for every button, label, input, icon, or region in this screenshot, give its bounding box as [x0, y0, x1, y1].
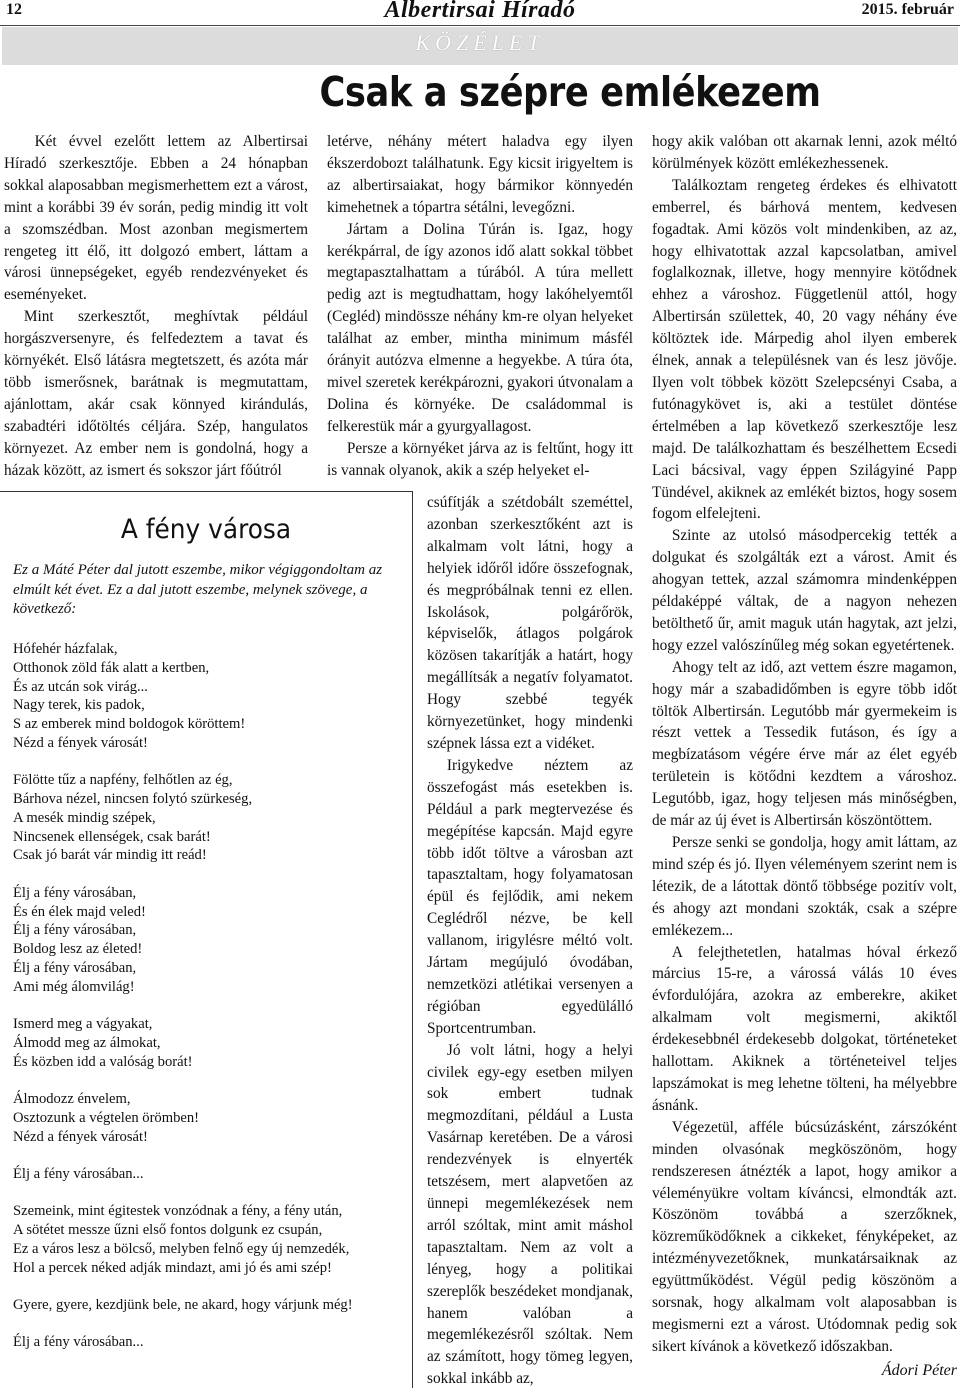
paragraph: Mint szerkesztőt, meghívtak például horgászversenyre, és felfedeztem a tavat és környékét. Első látásra megtetszett, és azóta már több ismerősnek, barátnak is megmutattam, ajánlottam, akár csak könnyed kirándulás, szabadtéri időtöltés céljára. Szép, hangulatos környezet. Az ember nem is gondolná, hogy a házak között, az ismert és sokszor járt főútról	[4, 308, 308, 479]
lyric-line: Élj a fény városában,	[13, 959, 137, 976]
lyric-line: És én élek majd veled!	[13, 903, 146, 920]
lyric-line: Élj a fény városában...	[13, 1334, 144, 1351]
header-rule	[0, 25, 960, 26]
stanza	[13, 1202, 409, 1277]
sidebar-box	[0, 491, 413, 1388]
lyric-line: Bárhova nézel, nincsen folytó szürkeség,	[13, 791, 253, 808]
issue-date: 2015. február	[861, 1, 954, 18]
masthead: Albertirsai Híradó	[384, 0, 576, 23]
paragraph: hogy akik valóban ott akarnak lenni, azok méltó körülmények között emlékezhessenek.	[652, 133, 957, 172]
lyric-line: És az utcán sok virág...	[13, 678, 148, 695]
lyric-line: Otthonok zöld fák alatt a kertben,	[13, 659, 210, 676]
lyric-line: Nézd a fények városát!	[13, 1128, 148, 1145]
lyric-line: S az emberek mind boldogok köröttem!	[13, 716, 246, 733]
paragraph: Ahogy telt az idő, azt vettem észre magamon, hogy már a szabadidőmben is egyre több időt töltök Albertirsán. Legutóbb már gyermekeim is részt vettek a Tessedik futáson, és így a megbízatásom végére érve már az élet egyéb területein is kötődni kezdtem a városhoz. Legutóbb, igaz, hogy teljesen más minőségben, de már az új évet is Albertirsán köszöntöttem.	[652, 658, 957, 830]
lyric-line: Álmodd meg az álmokat,	[13, 1034, 161, 1051]
paragraph: Két évvel ezelőtt lettem az Albertirsai Híradó szerkesztője. Ebben a 24 hónapban sokkal alaposabban megismerhettem ezt a várost, mint a korábbi 39 év során, pedig mindig itt volt a szomszédban. Most azonban megismertem rengeteg itt élő, itt dolgozó embert, láttam a városi ünnepségeket, egyéb rendezvényeket és eseményeket.	[4, 133, 308, 304]
paragraph: A felejthetetlen, hatalmas hóval érkező március 15-re, a várossá válás 10 éves évfordulójára, azokra az emberekre, akiket alkalmam volt megismerni, akiktől érdekesebbnél érdekesebb dolgokat, történeteket hallottam. Akiknek a történeteivel teljes lapszámokat is meg lehetne tölteni, ha mélyebbre ásnánk.	[652, 943, 957, 1114]
lyric-line: Osztozunk a végtelen örömben!	[13, 1109, 200, 1126]
article-column-2-top	[327, 131, 633, 482]
paragraph: Szinte az utolsó másodpercekig tették a dolgukat és szolgálták ezt a várost. Amit és ahogyan tettek, azzal számomra mindenképpen példaképpé váltak, de a nagyon nehezen betölthető űr, amit maguk után hagytak, azt jelzi, hogy ezzel valószínűleg még sokan egyetértenek.	[652, 527, 957, 654]
lyric-line: Nincsenek ellenségek, csak barát!	[13, 828, 211, 845]
lyric-line: Ismerd meg a vágyakat,	[13, 1016, 153, 1033]
lyric-line: A sötétet messze űzni első fontos dolgunk ez csupán,	[13, 1221, 323, 1238]
stanza	[13, 1090, 409, 1146]
page-number: 12	[6, 1, 22, 18]
author-signature: Ádori Péter	[881, 1361, 957, 1379]
article-column-3	[652, 131, 957, 1382]
stanza	[13, 640, 409, 753]
paragraph: Persze senki se gondolja, hogy amit láttam, az mind szép és jó. Ilyen véleményem szerint nem is létezik, de a látottak döntő többsége pozitív volt, és ahogy azt mondani szokták, csak a szépre emlékezem...	[652, 834, 957, 939]
lyric-line: Élj a fény városában...	[13, 1165, 144, 1182]
stanza	[13, 1165, 409, 1184]
lyric-line: Élj a fény városában,	[13, 922, 137, 939]
lyric-line: Élj a fény városában,	[13, 884, 137, 901]
lyric-line: Boldog lesz az életed!	[13, 941, 143, 958]
paragraph: Persze a környéket járva az is feltűnt, hogy itt is vannak olyanok, akik a szép helyeket el-	[327, 439, 633, 479]
stanza	[13, 771, 409, 865]
paragraph: Végezetül, afféle búcsúzásként, zárszóként minden olvasónak megköszönöm, hogy rendszeresen átnézték a lapot, hogy amikor a véleményükre voltam kíváncsi, elmondták azt. Köszönöm továbbá a szerzőknek, közreműködőknek a cikkeket, fényképeket, az intézményvezetőknek, munkatársaiknak az együttműködést. Végül pedig köszönöm a sorsnak, hogy alkalmam volt alaposabban is megismerni ezt a várost. Utódomnak pedig sok sikert kívánok a következő időszakban.	[652, 1118, 957, 1355]
stanza	[13, 1015, 409, 1071]
lyric-line: Ez a város lesz a bölcső, melyben felnő egy új nemzedék,	[13, 1240, 350, 1257]
lyric-line: Hol a percek néked adják mindazt, ami jó és ami szép!	[13, 1259, 332, 1276]
lyric-line: Ami még álomvilág!	[13, 978, 135, 995]
article-title: Csak a szépre emlékezem	[319, 68, 821, 116]
lyric-line: Hófehér házfalak,	[13, 641, 118, 657]
lyric-line: Nézd a fények városát!	[13, 734, 148, 751]
lyric-line: És közben idd a valóság borát!	[13, 1053, 193, 1070]
section-label: KÖZÉLET	[415, 30, 545, 55]
article-column-2-bottom	[427, 492, 633, 1390]
stanza	[13, 1333, 409, 1352]
lyric-line: Álmodozz énvelem,	[13, 1090, 131, 1107]
lyric-line: Szemeink, mint égitestek vonzódnak a fény, a fény után,	[13, 1203, 343, 1220]
lyric-line: Csak jó barát vár mindig itt reád!	[13, 847, 207, 864]
lyric-line: Nagy terek, kis padok,	[13, 697, 145, 714]
article-column-1	[4, 131, 308, 482]
paragraph: Találkoztam rengeteg érdekes és elhivatott emberrel, és bárhová mentem, kedvesen fogadtak. Ami közös volt mindenkiben, az az, hogy elhivatottak azzal kapcsolatban, amivel foglalkoznak, illetve, hogy mennyire kötődnek ehhez a városhoz. Függetlenül attól, hogy Albertirsán születtek, 40, 20 vagy néhány éve költöztek ide. Márpedig ahol ilyen emberek élnek, annak a településnek van és lesz jövője. Ilyen volt többek között Szelepcsényi Csaba, a futónagykövet is, aki a testület döntése értelmében a lap következő szerkesztője lesz majd. De találkozhattam és beszélhettem Ecsedi Laci bácsival, vagy éppen Szilágyiné Papp Tündével, akiknek az emlékét biztos, hogy sosem fogom elfelejteni.	[652, 176, 957, 523]
stanza	[13, 884, 409, 997]
stanza	[13, 1296, 409, 1315]
paragraph: Jártam a Dolina Túrán is. Igaz, hogy kerékpárral, de így azonos idő alatt sokkal többet megtapasztalhattam a túrából. A túra mellett pedig azt is megtudhattam, hogy lakóhelyemtől (Cegléd) mindössze néhány km-re olyan helyeket találhat az ember, mintha minimum másfél órányit autózva elmenne a hegyekbe. A túra óta, mivel szeretek kerékpározni, gyakori útvonalam a Dolina és környéke. De családommal is felkerestük már a gyurgyallagost.	[327, 220, 633, 435]
lyric-line: Gyere, gyere, kezdjünk bele, ne akard, hogy várjunk még!	[13, 1296, 353, 1313]
lyric-line: Fölötte tűz a napfény, felhőtlen az ég,	[13, 772, 233, 789]
paragraph: Irigykedve néztem az összefogást más esetekben is. Például a park megtervezése és megépítése kapcsán. Majd egyre több időt töltve a városban azt tapasztaltam, hogy folyamatosan épül és fejlődik, ami nekem Ceglédről nézve, be kell vallanom, irigylésre méltó volt. Jártam megújuló óvodában, nemzetközi atlétikai versenyen a régióban egyedülálló Sportcentrumban.	[427, 756, 633, 1037]
page-header	[0, 0, 960, 24]
lyric-line: A mesék mindig szépek,	[13, 809, 156, 826]
paragraph: Jó volt látni, hogy a helyi civilek egy-egy esetben milyen sok embert tudnak megmozdítani, például a Lusta Vasárnap keretében. De a városi rendezvények is elnyerték tetszésem, mert alapvetően az ünnepi megemlékezések nem arról szóltak, mint amit máshol tapasztaltam. Nem az volt a lényeg, hogy a politikai szereplők beszédeket mondjanak, hanem valóban a megemlékezésről szóltak. Nem az számított, hogy tömeg legyen, sokkal inkább az,	[427, 1041, 633, 1388]
sidebar-title: A fény városa	[120, 514, 292, 545]
song-lyrics	[13, 640, 409, 1370]
paragraph: csúfítják a szétdobált szeméttel, azonban szerkesztőként azt is alkalmam volt látni, hogy a helyiek időről időre összefognak, és megpróbálnak tenni ez ellen. Iskolások, polgárőrök, képviselők, átlagos polgárok közösen takarítják a határt, hogy megállítsák a negatív folyamatot. Hogy szebbé tegyék környezetünket, hogy mindenki szépnek lássa ezt a vidéket.	[427, 494, 633, 752]
paragraph: letérve, néhány métert haladva egy ilyen ékszerdobozt találhatunk. Egy kicsit irigyeltem is az albertirsaiakat, hogy bármikor könnyedén kimehetnek a tópartra sétálni, levegőzni.	[327, 133, 633, 216]
sidebar-intro: Ez a Máté Péter dal jutott eszembe, mikor végiggondoltam az elmúlt két évet. Ez a dal jutott eszembe, melynek szövege, a következő:	[13, 562, 383, 617]
